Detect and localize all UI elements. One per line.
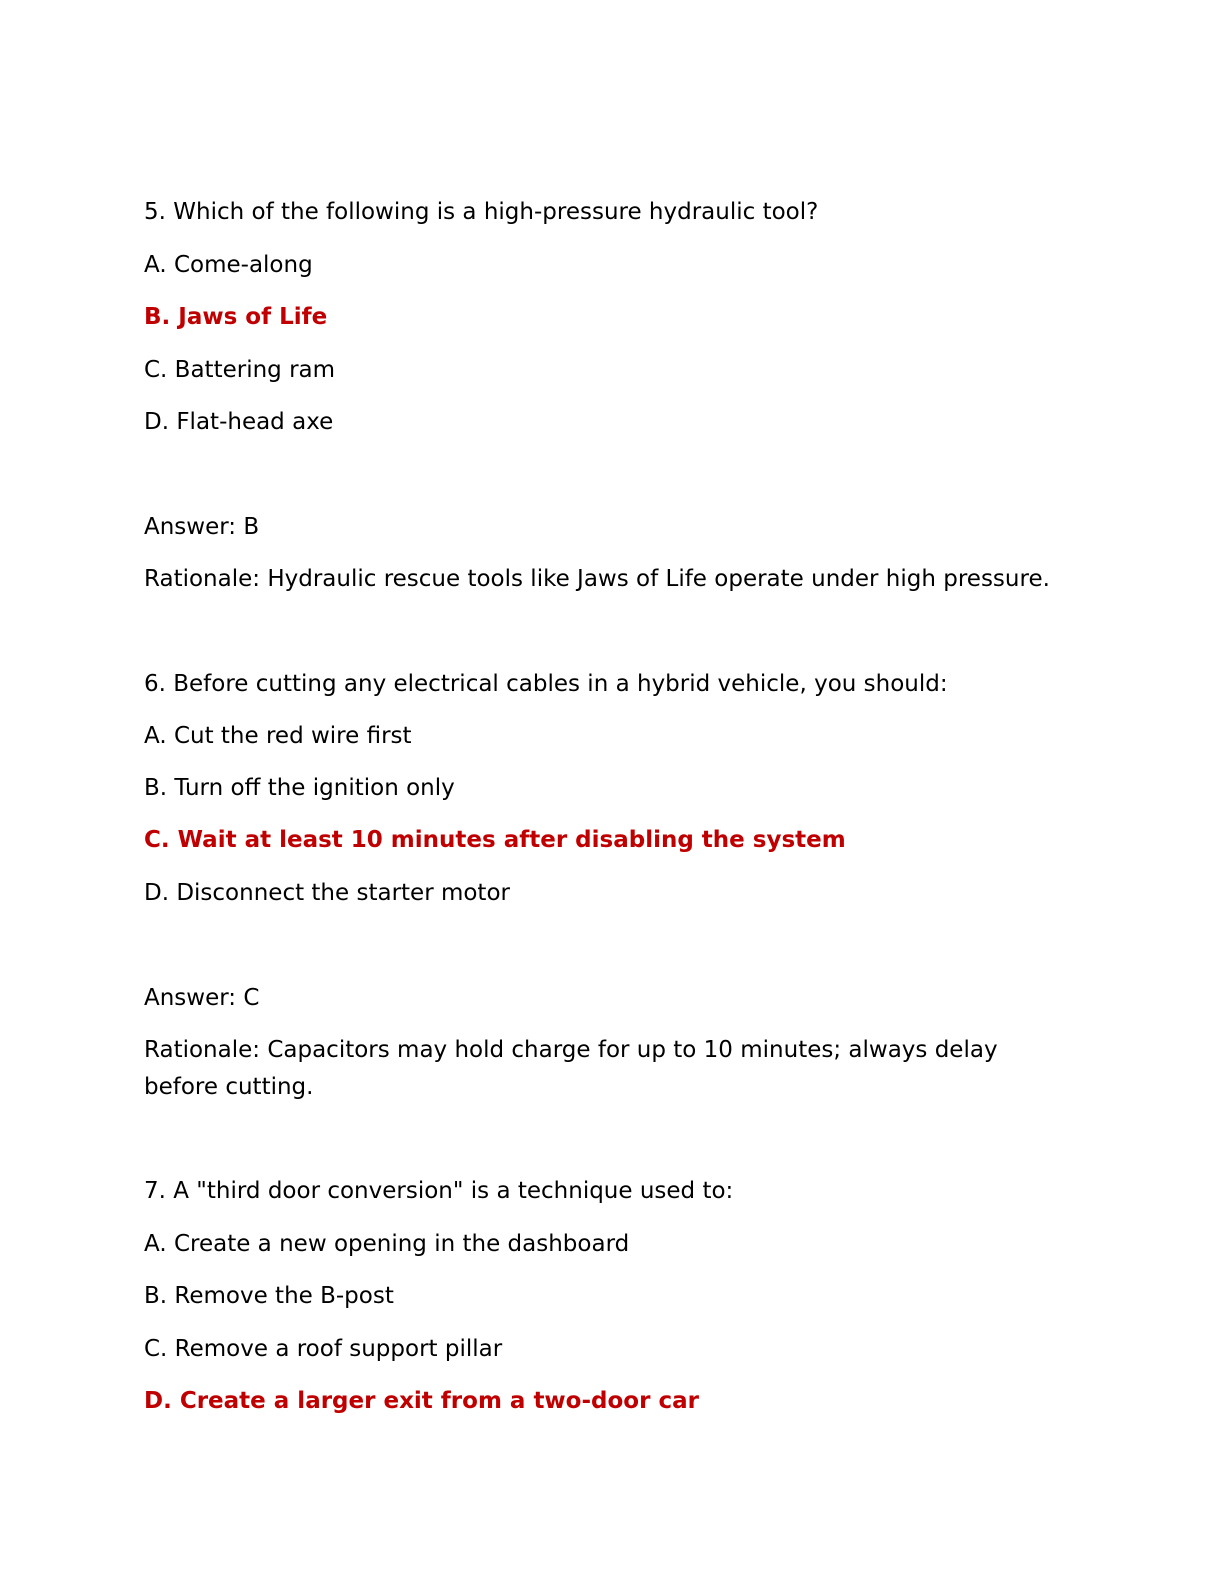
question-6-text: 6. Before cutting any electrical cables in a hybrid vehicle, you should: (144, 671, 948, 697)
question-7-option-c: C. Remove a roof support pillar (144, 1336, 503, 1362)
question-7-text: 7. A "third door conversion" is a technique used to: (144, 1178, 734, 1204)
question-6-option-a: A. Cut the red wire first (144, 723, 412, 749)
question-5-option-c: C. Battering ram (144, 357, 336, 383)
question-7-option-a: A. Create a new opening in the dashboard (144, 1231, 630, 1257)
question-5-rationale: Rationale: Hydraulic rescue tools like Jaws of Life operate under high pressure. (144, 566, 1050, 592)
question-6-option-d: D. Disconnect the starter motor (144, 880, 510, 906)
question-5-option-b-correct: B. Jaws of Life (144, 304, 328, 330)
question-6-option-c-correct: C. Wait at least 10 minutes after disabling the system (144, 827, 846, 853)
question-7-option-d-correct: D. Create a larger exit from a two-door car (144, 1388, 699, 1414)
question-7-option-b: B. Remove the B-post (144, 1283, 394, 1309)
question-5-option-a: A. Come-along (144, 252, 313, 278)
question-5-text: 5. Which of the following is a high-pressure hydraulic tool? (144, 199, 819, 225)
question-6-option-b: B. Turn off the ignition only (144, 775, 455, 801)
question-5-answer: Answer: B (144, 514, 260, 540)
question-6-answer: Answer: C (144, 985, 260, 1011)
question-6-rationale: Rationale: Capacitors may hold charge for up to 10 minutes; always delay before cutting. (144, 1037, 998, 1100)
question-5-option-d: D. Flat-head axe (144, 409, 334, 435)
